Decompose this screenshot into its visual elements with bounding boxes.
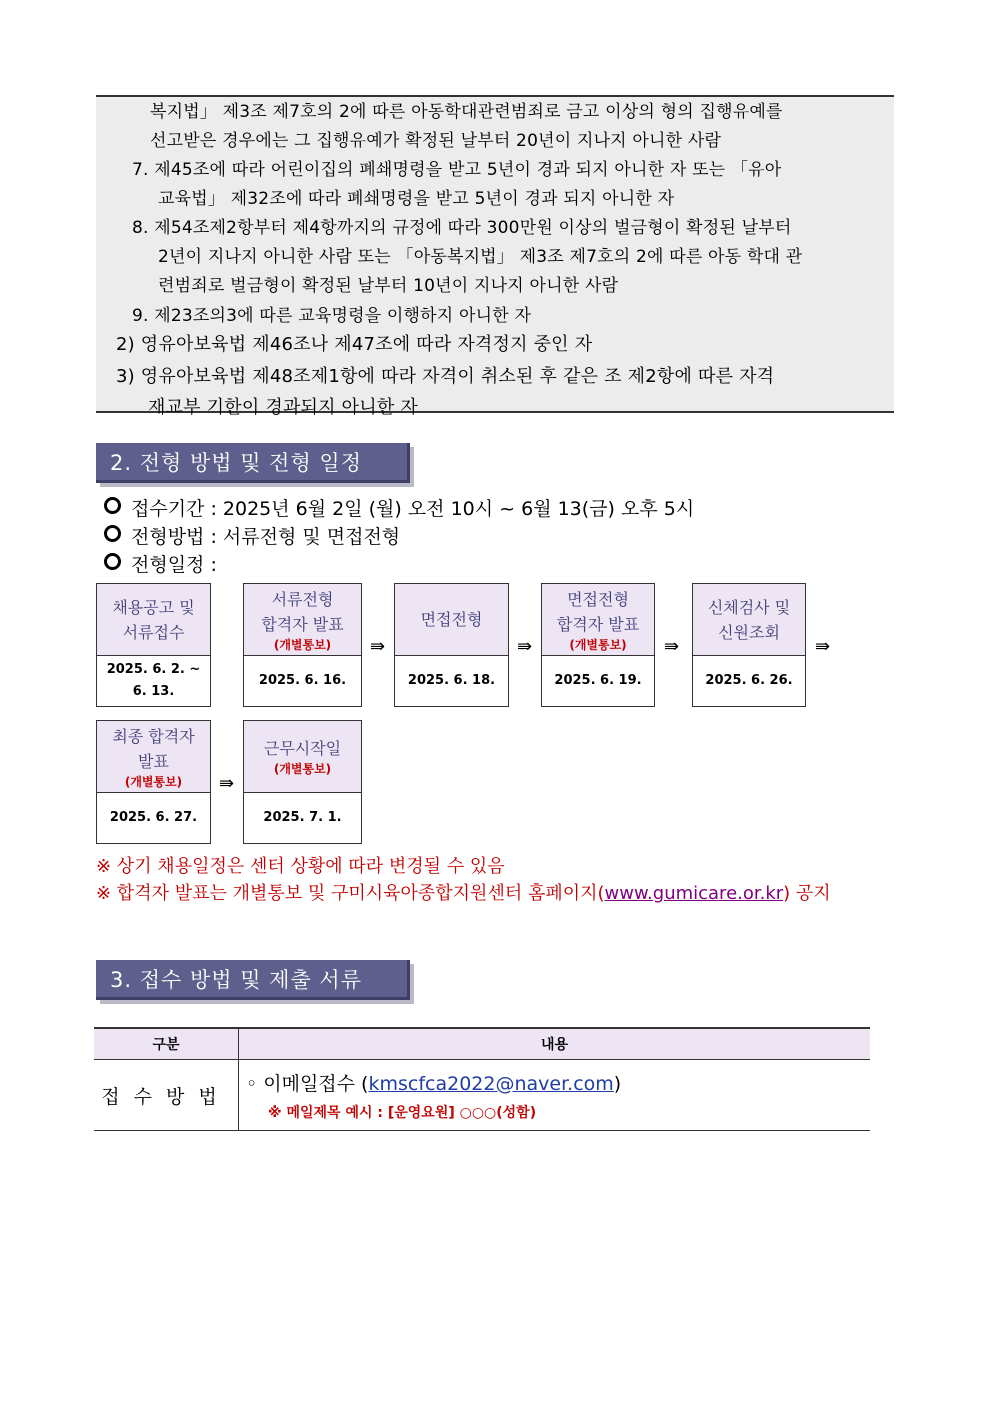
step-tag: (개별통보) [273,637,332,652]
step-title-line: 채용공고 및 [112,597,195,617]
bullet-application-period [104,494,694,521]
text-line: 3) 영유아보육법 제48조제1항에 따라 자격이 취소된 후 같은 조 제2항에 따른 자격 [116,366,775,387]
text-line: 교육법」 제32조에 따라 폐쇄명령을 받고 5년이 경과 되지 아니한 자 [158,189,675,209]
schedule-step-1 [96,583,211,707]
step-date: 2025. 6. 26. [705,673,793,688]
row-label: 접수방법 [94,1060,239,1131]
step-date: 2025. 7. 1. [263,810,342,825]
table-row [94,1060,870,1131]
header-category: 구분 [94,1028,239,1060]
step-title [693,584,805,656]
header-content: 내용 [239,1028,871,1060]
step-title [542,584,654,656]
email-method [240,1069,869,1096]
bullet-selection-schedule [104,550,217,577]
step-date: 2025. 6. 19. [554,673,642,688]
email-subject-note: ※ 메일제목 예시 : [운영요원] ○○○(성함) [268,1104,537,1121]
table-header-row [94,1028,870,1060]
step-title-line: 신원조회 [718,622,780,642]
text-line: 2) 영유아보육법 제46조나 제47조에 따라 자격정지 중인 자 [116,334,593,355]
schedule-change-note: ※ 상기 채용일정은 센터 상황에 따라 변경될 수 있음 [96,856,505,877]
bullet-text: 전형일정 : [131,554,217,576]
step-date-line: 2025. 6. 2. ~ [106,662,201,677]
step-title [244,584,361,656]
schedule-step-7 [243,720,362,844]
eligibility-continued-box [96,95,894,418]
schedule-step-4 [541,583,655,707]
bullet-selection-method [104,522,400,549]
text-line: 8. 제54조제2항부터 제4항까지의 규정에 따라 300만원 이상의 벌금형이 확정된 날부터 [132,218,792,238]
step-date-line: 6. 13. [132,684,175,699]
email-link[interactable]: kmscfca2022@naver.com [368,1072,614,1095]
note-text: ※ 합격자 발표는 개별통보 및 구미시육아종합지원센터 홈페이지( [96,883,605,904]
step-title-line: 서류접수 [122,622,185,642]
step-title [97,721,210,793]
text-line: 2년이 지나지 아니한 사람 또는 「아동복지법」 제3조 제7호의 2에 따른 아동 학대 관 [158,247,803,267]
text-line: 재교부 기한이 경과되지 아니한 자 [148,397,418,418]
step-date: 2025. 6. 16. [258,673,347,688]
bullet-text: 접수기간 : 2025년 6월 2일 (월) 오전 10시 ~ 6월 13(금) 오후 5시 [131,498,695,520]
text-line: 복지법」 제3조 제7호의 2에 따른 아동학대관련범죄로 금고 이상의 형의 집행유예를 [150,102,783,122]
step-title-line: 합격자 발표 [261,614,344,634]
step-date: 2025. 6. 27. [109,810,198,825]
schedule-step-2 [243,583,362,707]
section-2-title: 2. 전형 방법 및 전형 일정 [96,443,410,483]
circle-bullet-icon [104,525,121,542]
step-tag: (개별통보) [569,637,627,652]
text-line: 9. 제23조의3에 따른 교육명령을 이행하지 아니한 자 [132,306,532,326]
step-title-line: 신체검사 및 [707,597,791,617]
announcement-note [96,879,831,905]
submission-table [94,1027,870,1131]
homepage-link[interactable]: www.gumicare.or.kr [604,883,784,904]
step-title [97,584,210,656]
bullet-text: 전형방법 : 서류전형 및 면접전형 [131,526,401,548]
arrow-icon: ⇛ [517,636,533,657]
step-title-line: 합격자 발표 [556,614,640,634]
text-line: 7. 제45조에 따라 어린이집의 폐쇄명령을 받고 5년이 경과 되지 아니한 자 또는 「유아 [132,160,782,180]
arrow-icon: ⇛ [664,636,680,657]
step-date [97,656,210,706]
step-title [244,721,361,793]
step-tag: (개별통보) [273,762,332,776]
arrow-icon: ⇛ [219,773,235,794]
arrow-icon: ⇛ [815,636,831,657]
schedule-step-5 [692,583,806,707]
step-date: 2025. 6. 18. [407,673,496,688]
circle-bullet-icon [104,497,121,514]
row-content [239,1060,871,1131]
step-title-line: 근무시작일 [263,739,342,758]
note-text: ) 공지 [783,883,831,904]
step-title-line: 면접전형 [420,610,483,629]
method-text: ) [613,1072,622,1095]
step-title [395,584,508,656]
section-3-title: 3. 접수 방법 및 제출 서류 [96,960,410,1000]
step-title-line: 서류전형 [271,589,334,609]
text-line: 선고받은 경우에는 그 집행유예가 확정된 날부터 20년이 지나지 아니한 사람 [150,131,722,151]
step-title-line: 면접전형 [567,589,629,609]
circle-bullet-icon [104,553,121,570]
schedule-step-6 [96,720,211,844]
text-line: 련범죄로 벌금형이 확정된 날부터 10년이 지나지 아니한 사람 [158,276,619,296]
method-text: ◦ 이메일접수 ( [246,1072,369,1095]
schedule-step-3 [394,583,509,707]
step-title-line: 최종 합격자 [112,726,195,746]
step-tag: (개별통보) [124,774,183,789]
arrow-icon: ⇛ [370,636,386,657]
step-title-line: 발표 [138,751,169,771]
